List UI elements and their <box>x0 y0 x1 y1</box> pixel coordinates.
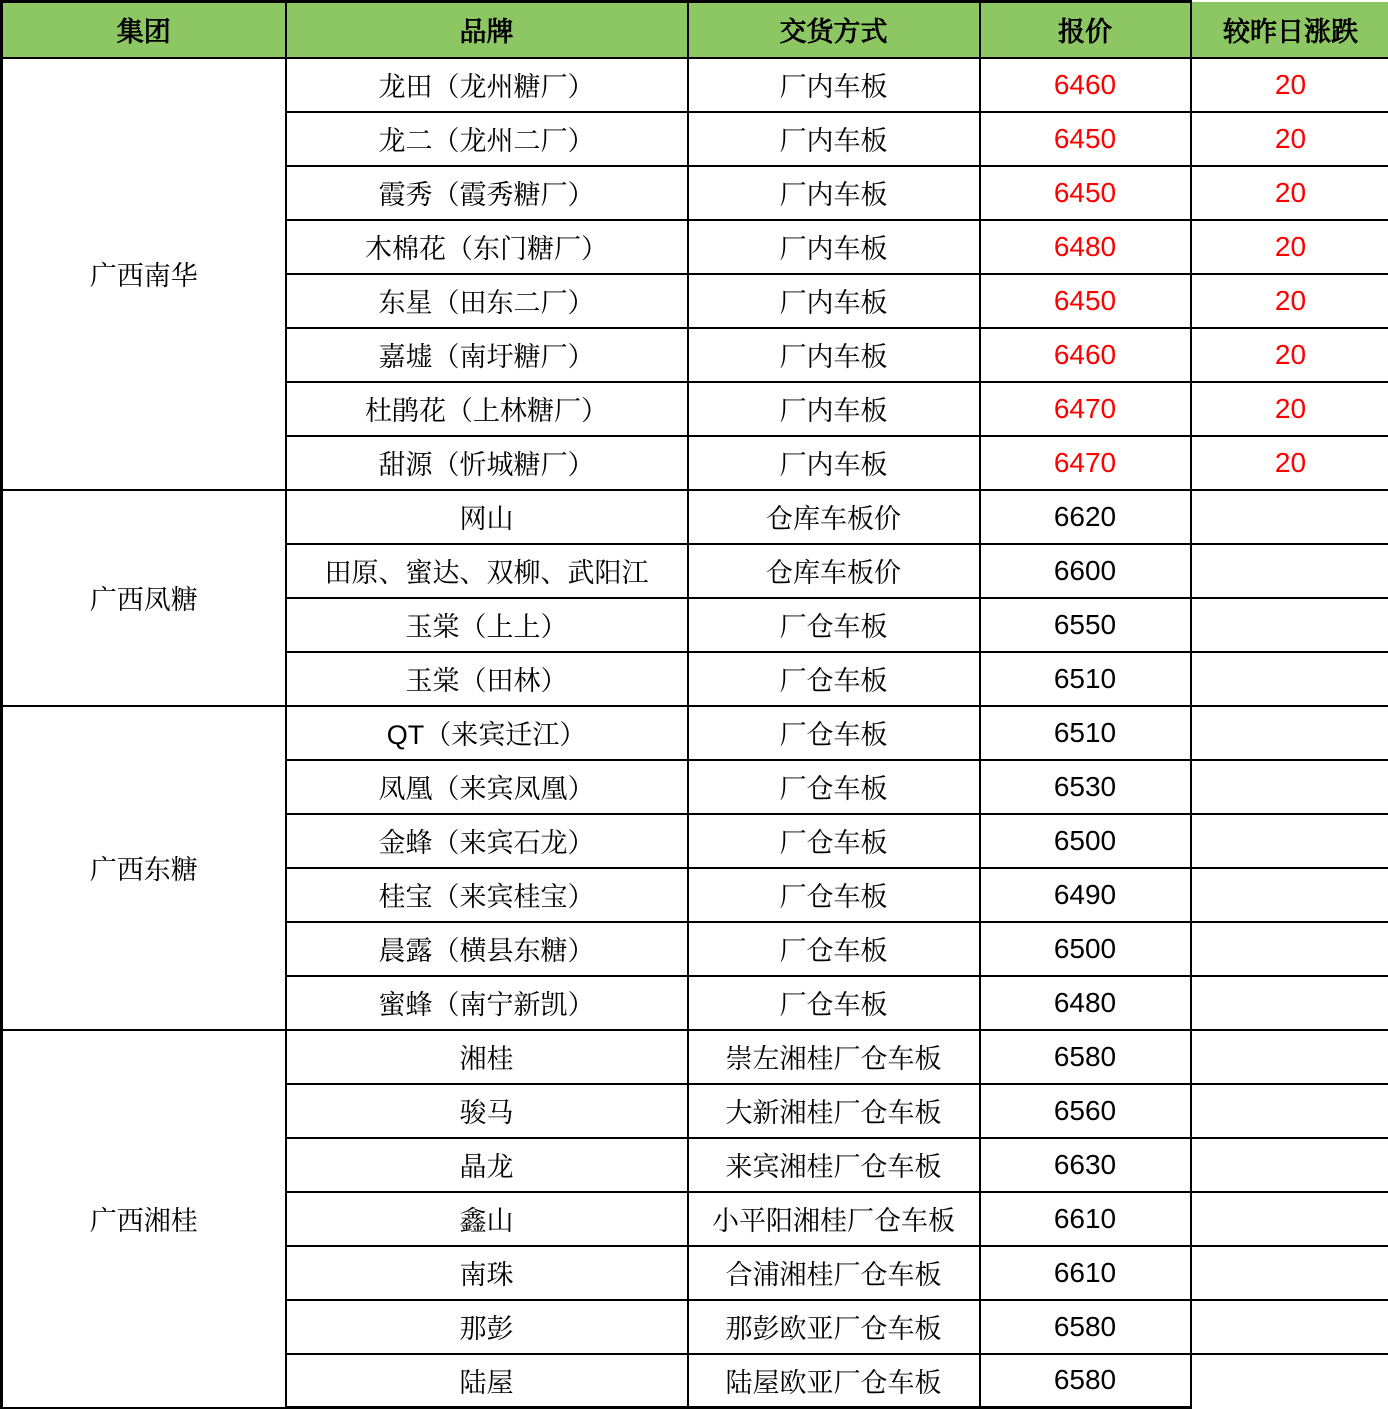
change-cell <box>1191 1354 1388 1408</box>
delivery-cell: 厂内车板 <box>688 112 980 166</box>
column-header-group: 集团 <box>2 2 286 58</box>
brand-cell: 木棉花（东门糖厂） <box>286 220 688 274</box>
brand-cell: 龙田（龙州糖厂） <box>286 58 688 112</box>
change-cell <box>1191 1138 1388 1192</box>
change-cell: 20 <box>1191 274 1388 328</box>
delivery-cell: 厂仓车板 <box>688 922 980 976</box>
price-cell: 6530 <box>980 760 1191 814</box>
delivery-cell: 厂内车板 <box>688 58 980 112</box>
price-cell: 6450 <box>980 112 1191 166</box>
price-cell: 6500 <box>980 922 1191 976</box>
change-cell: 20 <box>1191 436 1388 490</box>
delivery-cell: 厂仓车板 <box>688 652 980 706</box>
brand-cell: 网山 <box>286 490 688 544</box>
brand-cell: 田原、蜜达、双柳、武阳江 <box>286 544 688 598</box>
delivery-cell: 仓库车板价 <box>688 544 980 598</box>
table-header <box>2 2 1388 58</box>
delivery-cell: 仓库车板价 <box>688 490 980 544</box>
price-cell: 6450 <box>980 166 1191 220</box>
price-cell: 6480 <box>980 220 1191 274</box>
delivery-cell: 厂仓车板 <box>688 760 980 814</box>
brand-cell: 鑫山 <box>286 1192 688 1246</box>
price-cell: 6630 <box>980 1138 1191 1192</box>
brand-cell: 晨露（横县东糖） <box>286 922 688 976</box>
brand-cell: QT（来宾迁江） <box>286 706 688 760</box>
change-cell <box>1191 1084 1388 1138</box>
brand-cell: 晶龙 <box>286 1138 688 1192</box>
price-cell: 6550 <box>980 598 1191 652</box>
delivery-cell: 厂仓车板 <box>688 976 980 1030</box>
change-cell <box>1191 544 1388 598</box>
column-header-delivery: 交货方式 <box>688 2 980 58</box>
change-cell: 20 <box>1191 382 1388 436</box>
table-row <box>2 58 1388 112</box>
brand-cell: 蜜蜂（南宁新凯） <box>286 976 688 1030</box>
brand-cell: 骏马 <box>286 1084 688 1138</box>
change-cell <box>1191 922 1388 976</box>
delivery-cell: 厂仓车板 <box>688 814 980 868</box>
price-cell: 6510 <box>980 706 1191 760</box>
change-cell <box>1191 1030 1388 1084</box>
group-cell: 广西凤糖 <box>2 490 286 706</box>
column-header-brand: 品牌 <box>286 2 688 58</box>
price-cell: 6610 <box>980 1246 1191 1300</box>
change-cell: 20 <box>1191 220 1388 274</box>
brand-cell: 凤凰（来宾凤凰） <box>286 760 688 814</box>
table-row <box>2 1030 1388 1084</box>
delivery-cell: 来宾湘桂厂仓车板 <box>688 1138 980 1192</box>
group-cell: 广西南华 <box>2 58 286 490</box>
price-cell: 6620 <box>980 490 1191 544</box>
delivery-cell: 合浦湘桂厂仓车板 <box>688 1246 980 1300</box>
delivery-cell: 大新湘桂厂仓车板 <box>688 1084 980 1138</box>
delivery-cell: 厂仓车板 <box>688 706 980 760</box>
brand-cell: 龙二（龙州二厂） <box>286 112 688 166</box>
price-cell: 6610 <box>980 1192 1191 1246</box>
brand-cell: 玉棠（上上） <box>286 598 688 652</box>
table-row <box>2 706 1388 760</box>
change-cell <box>1191 814 1388 868</box>
brand-cell: 东星（田东二厂） <box>286 274 688 328</box>
header-row <box>2 2 1388 58</box>
price-cell: 6580 <box>980 1030 1191 1084</box>
brand-cell: 杜鹃花（上林糖厂） <box>286 382 688 436</box>
price-cell: 6560 <box>980 1084 1191 1138</box>
delivery-cell: 厂内车板 <box>688 220 980 274</box>
group-cell: 广西东糖 <box>2 706 286 1030</box>
price-cell: 6600 <box>980 544 1191 598</box>
change-cell <box>1191 652 1388 706</box>
delivery-cell: 厂内车板 <box>688 166 980 220</box>
brand-cell: 霞秀（霞秀糖厂） <box>286 166 688 220</box>
price-cell: 6580 <box>980 1300 1191 1354</box>
brand-cell: 那彭 <box>286 1300 688 1354</box>
delivery-cell: 厂内车板 <box>688 274 980 328</box>
delivery-cell: 厂内车板 <box>688 436 980 490</box>
delivery-cell: 陆屋欧亚厂仓车板 <box>688 1354 980 1408</box>
brand-cell: 陆屋 <box>286 1354 688 1408</box>
change-cell: 20 <box>1191 166 1388 220</box>
price-cell: 6480 <box>980 976 1191 1030</box>
change-cell: 20 <box>1191 58 1388 112</box>
change-cell: 20 <box>1191 328 1388 382</box>
column-header-price: 报价 <box>980 2 1191 58</box>
brand-cell: 桂宝（来宾桂宝） <box>286 868 688 922</box>
brand-cell: 金蜂（来宾石龙） <box>286 814 688 868</box>
group-cell: 广西湘桂 <box>2 1030 286 1408</box>
price-cell: 6460 <box>980 328 1191 382</box>
change-cell <box>1191 1300 1388 1354</box>
brand-cell: 湘桂 <box>286 1030 688 1084</box>
table-body <box>2 58 1388 1408</box>
delivery-cell: 小平阳湘桂厂仓车板 <box>688 1192 980 1246</box>
brand-cell: 嘉墟（南圩糖厂） <box>286 328 688 382</box>
change-cell <box>1191 1192 1388 1246</box>
change-cell <box>1191 868 1388 922</box>
brand-cell: 甜源（忻城糖厂） <box>286 436 688 490</box>
change-cell: 20 <box>1191 112 1388 166</box>
column-header-change: 较昨日涨跌 <box>1191 2 1388 58</box>
change-cell <box>1191 706 1388 760</box>
change-cell <box>1191 1246 1388 1300</box>
price-cell: 6470 <box>980 382 1191 436</box>
brand-cell: 南珠 <box>286 1246 688 1300</box>
price-cell: 6580 <box>980 1354 1191 1408</box>
delivery-cell: 崇左湘桂厂仓车板 <box>688 1030 980 1084</box>
change-cell <box>1191 760 1388 814</box>
change-cell <box>1191 976 1388 1030</box>
delivery-cell: 厂仓车板 <box>688 598 980 652</box>
price-cell: 6500 <box>980 814 1191 868</box>
delivery-cell: 厂仓车板 <box>688 868 980 922</box>
price-cell: 6470 <box>980 436 1191 490</box>
price-cell: 6460 <box>980 58 1191 112</box>
brand-cell: 玉棠（田林） <box>286 652 688 706</box>
delivery-cell: 厂内车板 <box>688 328 980 382</box>
delivery-cell: 那彭欧亚厂仓车板 <box>688 1300 980 1354</box>
price-cell: 6490 <box>980 868 1191 922</box>
delivery-cell: 厂内车板 <box>688 382 980 436</box>
change-cell <box>1191 598 1388 652</box>
price-cell: 6510 <box>980 652 1191 706</box>
change-cell <box>1191 490 1388 544</box>
table-row <box>2 490 1388 544</box>
price-cell: 6450 <box>980 274 1191 328</box>
